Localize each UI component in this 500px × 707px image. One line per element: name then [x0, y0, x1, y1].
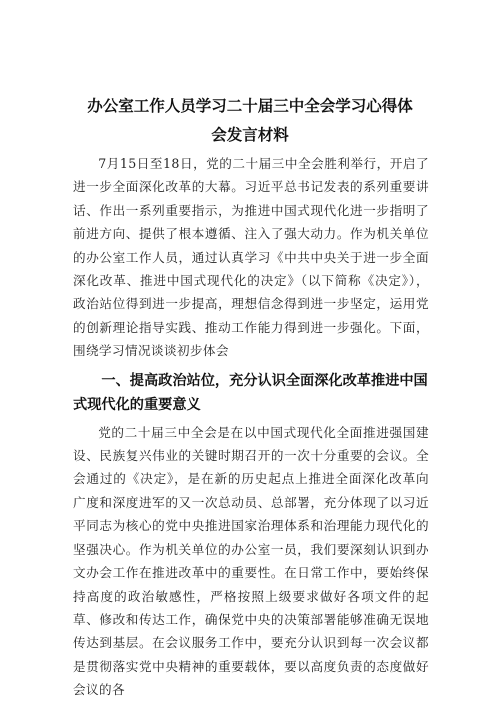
document-title: 办公室工作人员学习二十届三中全会学习心得体会发言材料: [87, 97, 413, 144]
section-heading: 一、提高政治站位，充分认识全面深化改革推进中国式现代化的重要意义: [73, 372, 428, 413]
document-body: [73, 152, 429, 702]
section-paragraph: 党的二十届三中全会是在以中国式现代化全面推进强国建设、民族复兴伟业的关键时期召开的一次十分重要的会议。全会通过的《决定》，是在新的历史起点上推进全面深化改革向广度和深度进军的又一次总动员、总部署，充分体现了以习近平同志为核心的党中央推进国家治理体系和治理能力现代化的坚强决心。作为机关单位的办公室一员，我们要深刻认识到办文办会工作在推进改革中的重要性。在日常工作中，要始终保持高度的政治敏感性，严格按照上级要求做好各项文件的起草、修改和传达工作，确保党中央的决策部署能够准确无误地传达到基层。在会议服务工作中，要充分认识到每一次会议都是贯彻落实党中央精神的重要载体，要以高度负责的态度做好会议的各: [73, 424, 429, 698]
intro-paragraph: 7月15日至18日，党的二十届三中全会胜利举行，开启了进一步全面深化改革的大幕。习近平总书记发表的系列重要讲话、作出一系列重要指示，为推进中国式现代化进一步指明了前进方向、提供了根本遵循、注入了强大动力。作为机关单位的办公室工作人员，通过认真学习《中共中央关于进一步全面深化改革、推进中国式现代化的决定》（以下简称《决定》），政治站位得到进一步提高，理想信念得到进一步坚定，运用党的创新理论指导实践、推动工作能力得到进一步强化。下面，围绕学习情况谈谈初步体会: [73, 156, 429, 359]
